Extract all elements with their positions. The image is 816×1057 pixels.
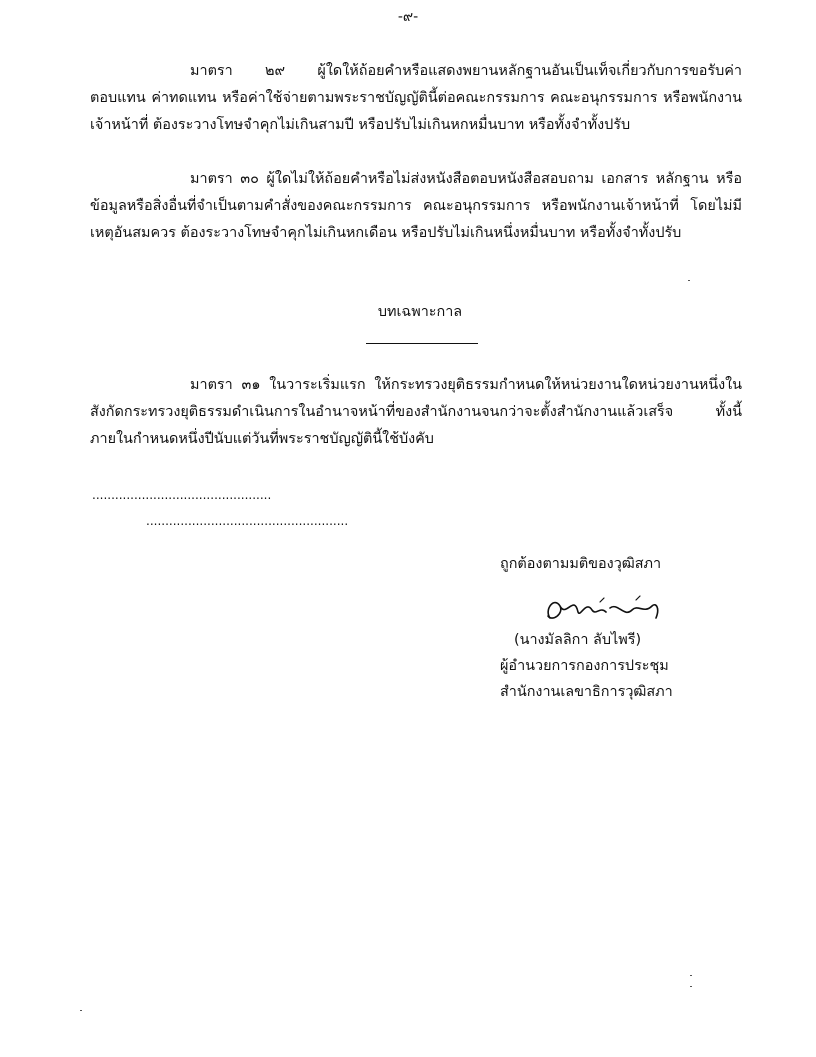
dotted-line-2: ..................................................... [146, 514, 348, 528]
signatory-position: ผู้อำนวยการกองการประชุม [500, 658, 669, 674]
title-underline [366, 343, 478, 344]
handwritten-signature [540, 588, 670, 628]
signatory-office: สำนักงานเลขาธิการวุฒิสภา [500, 684, 673, 700]
page-number: -๙- [397, 9, 419, 25]
dotted-line-1: ............................................... [92, 488, 272, 502]
section-title-transitory-provisions: บทเฉพาะกาล [377, 304, 463, 320]
section-29-paragraph: มาตรา ๒๙ ผู้ใดให้ถ้อยคำหรือแสดงพยานหลักฐานอันเป็นเท็จเกี่ยวกับการขอรับค่าตอบแทน ค่าทดแทน หรือค่าใช้จ่ายตามพระราชบัญญัตินี้ต่อคณะกรรมการ คณะอนุกรรมการ หรือพนักงานเจ้าหน้าที่ ต้องระวางโทษจำคุกไม่เกินสามปี หรือปรับไม่เกินหกหมื่นบาท หรือทั้งจำทั้งปรับ [90, 63, 742, 133]
signatory-name: (นางมัลลิกา ลับไพรี) [514, 632, 642, 648]
certification-statement: ถูกต้องตามมติของวุฒิสภา [500, 556, 662, 572]
section-31-paragraph: มาตรา ๓๑ ในวาระเริ่มแรก ให้กระทรวงยุติธรรมกำหนดให้หน่วยงานใดหน่วยงานหนึ่งในสังกัดกระทรวงยุติธรรมดำเนินการในอำนาจหน้าที่ของสำนักงานจนกว่าจะตั้งสำนักงานแล้วเสร็จ ทั้งนี้ ภายในกำหนดหนึ่งปีนับแต่วันที่พระราชบัญญัตินี้ใช้บังคับ [90, 377, 742, 447]
section-30-paragraph: มาตรา ๓๐ ผู้ใดไม่ให้ถ้อยคำหรือไม่ส่งหนังสือตอบหนังสือสอบถาม เอกสาร หลักฐาน หรือข้อมูลหรือสิ่งอื่นที่จำเป็นตามคำสั่งของคณะกรรมการ คณะอนุกรรมการ หรือพนักงานเจ้าหน้าที่ โดยไม่มีเหตุอันสมควร ต้องระวางโทษจำคุกไม่เกินหกเดือน หรือปรับไม่เกินหนึ่งหมื่นบาท หรือทั้งจำทั้งปรับ [90, 171, 742, 241]
